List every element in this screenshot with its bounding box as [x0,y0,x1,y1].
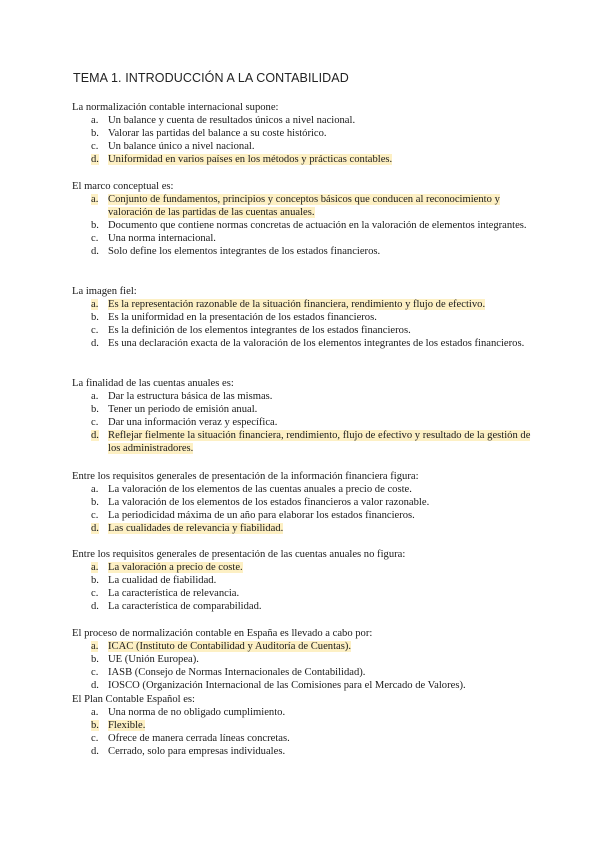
option-letter: b. [91,312,99,323]
option-c [72,232,532,245]
question-stem: La imagen fiel: [72,286,137,297]
option-letter: c. [91,733,99,744]
question-stem: La finalidad de las cuentas anuales es: [72,378,234,389]
option-letter: c. [91,141,99,152]
option-a-correct [72,640,532,653]
option-c [72,416,532,429]
option-text-highlighted: Uniformidad en varios países en los métodos y prácticas contables. [108,154,393,165]
option-d-correct [72,522,532,535]
options-list [72,640,532,692]
option-a-correct [72,561,532,574]
question-4 [72,377,532,455]
options-list [72,483,532,535]
option-text: La característica de relevancia. [108,588,240,599]
option-d-correct [72,429,532,455]
option-text: Dar una información veraz y específica. [108,417,278,428]
option-text: UE (Unión Europea). [108,654,199,665]
options-list [72,561,532,613]
option-text: La característica de comparabilidad. [108,601,262,612]
option-text: Ofrece de manera cerrada líneas concretas. [108,733,290,744]
option-b [72,653,532,666]
option-text: Una norma de no obligado cumplimiento. [108,707,286,718]
option-text: Una norma internacional. [108,233,216,244]
option-letter: b. [91,497,99,508]
question-6 [72,548,532,613]
option-letter: a. [91,299,99,310]
options-list [72,706,532,758]
option-text: IASB (Consejo de Normas Internacionales de Contabilidad). [108,667,366,678]
options-list [72,193,532,258]
option-letter: a. [91,391,99,402]
option-text: Un balance único a nivel nacional. [108,141,255,152]
option-b [72,403,532,416]
option-letter: b. [91,128,99,139]
option-c [72,324,532,337]
option-letter: d. [91,246,99,257]
option-text: La periodicidad máxima de un año para elaborar los estados financieros. [108,510,415,521]
option-b-correct [72,719,532,732]
option-a [72,114,532,127]
option-text-highlighted: La valoración a precio de coste. [108,562,243,573]
option-letter: c. [91,588,99,599]
page-title: TEMA 1. INTRODUCCIÓN A LA CONTABILIDAD [73,71,349,85]
option-c [72,732,532,745]
option-letter: a. [91,641,99,652]
option-text: IOSCO (Organización Internacional de las Comisiones para el Mercado de Valores). [108,680,466,691]
option-letter: c. [91,233,99,244]
option-text: Documento que contiene normas concretas de actuación en la valoración de elementos integrantes. [108,220,527,231]
question-5 [72,470,532,535]
option-text: Tener un periodo de emisión anual. [108,404,258,415]
option-a-correct [72,193,532,219]
option-text: Solo define los elementos integrantes de los estados financieros. [108,246,381,257]
option-b [72,127,532,140]
option-a [72,483,532,496]
question-2 [72,180,532,258]
option-d [72,245,532,258]
option-text-highlighted: Las cualidades de relevancia y fiabilidad. [108,523,284,534]
option-letter: d. [91,430,99,441]
option-a-correct [72,298,532,311]
option-text: Valorar las partidas del balance a su coste histórico. [108,128,327,139]
option-letter: b. [91,404,99,415]
option-letter: a. [91,484,99,495]
question-stem: Entre los requisitos generales de presentación de la información financiera figura: [72,471,419,482]
option-b [72,311,532,324]
option-a [72,706,532,719]
question-8 [72,693,532,758]
option-letter: c. [91,325,99,336]
option-letter: b. [91,654,99,665]
option-letter: b. [91,720,99,731]
question-stem: El proceso de normalización contable en España es llevado a cabo por: [72,628,373,639]
option-letter: c. [91,667,99,678]
option-text-highlighted: Reflejar fielmente la situación financiera, rendimiento, flujo de efectivo y resultado de la gestión de los administradores. [108,430,531,454]
option-letter: d. [91,601,99,612]
option-c [72,140,532,153]
option-letter: b. [91,220,99,231]
question-stem: La normalización contable internacional supone: [72,102,279,113]
option-d-correct [72,153,532,166]
option-d [72,679,532,692]
option-text-highlighted: ICAC (Instituto de Contabilidad y Auditoría de Cuentas). [108,641,352,652]
option-letter: a. [91,194,99,205]
option-b [72,496,532,509]
question-stem: El Plan Contable Español es: [72,694,195,705]
option-letter: d. [91,746,99,757]
option-letter: c. [91,510,99,521]
option-text: Un balance y cuenta de resultados únicos a nivel nacional. [108,115,356,126]
question-7 [72,627,532,692]
question-1 [72,101,532,166]
option-letter: a. [91,707,99,718]
option-letter: c. [91,417,99,428]
options-list [72,114,532,166]
options-list [72,390,532,455]
option-letter: a. [91,562,99,573]
option-b [72,574,532,587]
option-text: La cualidad de fiabilidad. [108,575,217,586]
option-text: Dar la estructura básica de las mismas. [108,391,273,402]
option-d [72,600,532,613]
option-c [72,509,532,522]
option-text-highlighted: Flexible. [108,720,146,731]
option-text: La valoración de los elementos de las cuentas anuales a precio de coste. [108,484,412,495]
option-text-highlighted: Es la representación razonable de la situación financiera, rendimiento y flujo de efectivo. [108,299,486,310]
question-stem: El marco conceptual es: [72,181,174,192]
option-c [72,587,532,600]
options-list [72,298,532,350]
option-text: Es la definición de los elementos integrantes de los estados financieros. [108,325,411,336]
option-text: Es la uniformidad en la presentación de los estados financieros. [108,312,377,323]
option-c [72,666,532,679]
option-d [72,337,532,350]
option-text: La valoración de los elementos de los estados financieros a valor razonable. [108,497,430,508]
option-letter: d. [91,338,99,349]
option-letter: a. [91,115,99,126]
option-text: Es una declaración exacta de la valoración de los elementos integrantes de los estados financieros. [108,338,525,349]
option-text-highlighted: Conjunto de fundamentos, principios y conceptos básicos que conducen al reconocimiento y valoración de las partidas de las cuentas anuales. [108,194,500,218]
option-a [72,390,532,403]
option-d [72,745,532,758]
option-b [72,219,532,232]
option-letter: d. [91,680,99,691]
option-text: Cerrado, solo para empresas individuales. [108,746,286,757]
option-letter: d. [91,154,99,165]
question-stem: Entre los requisitos generales de presentación de las cuentas anuales no figura: [72,549,406,560]
option-letter: d. [91,523,99,534]
option-letter: b. [91,575,99,586]
question-3 [72,285,532,350]
